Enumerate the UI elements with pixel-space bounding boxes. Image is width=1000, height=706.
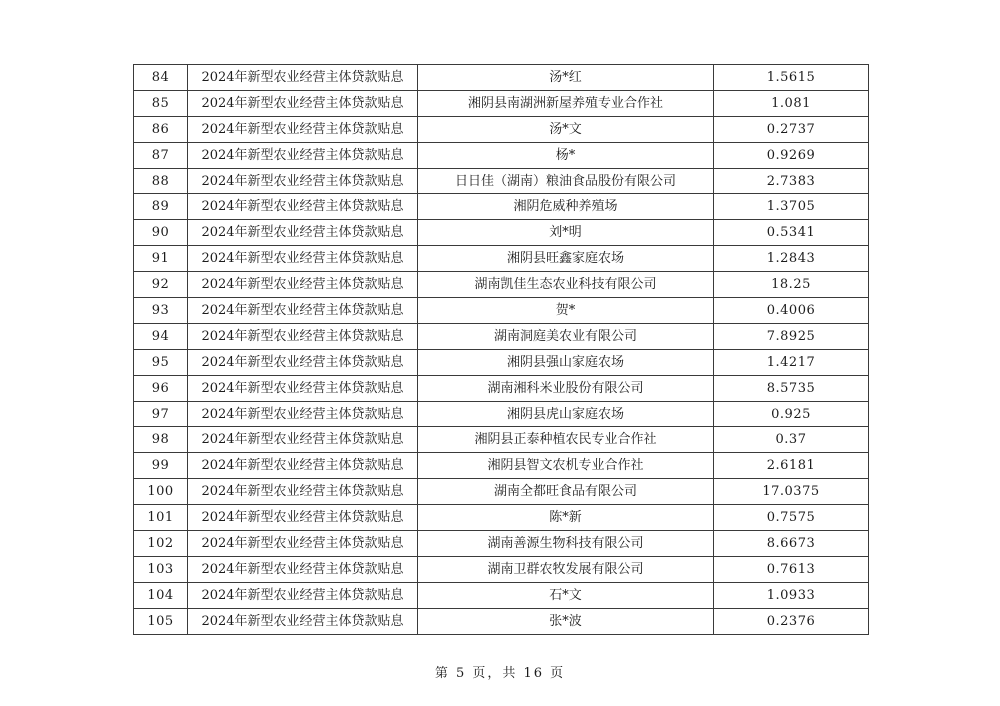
cell-project: 2024年新型农业经营主体贷款贴息 [188,323,418,349]
cell-no: 87 [134,142,188,168]
cell-no: 103 [134,556,188,582]
cell-amount: 1.2843 [714,246,869,272]
cell-name: 湖南卫群农牧发展有限公司 [418,556,714,582]
cell-name: 湘阴县强山家庭农场 [418,349,714,375]
cell-name: 湘阴县正泰种植农民专业合作社 [418,427,714,453]
cell-project: 2024年新型农业经营主体贷款贴息 [188,582,418,608]
cell-project: 2024年新型农业经营主体贷款贴息 [188,90,418,116]
cell-name: 湘阴县南湖洲新屋养殖专业合作社 [418,90,714,116]
cell-amount: 8.6673 [714,531,869,557]
table-row [134,272,869,298]
cell-project: 2024年新型农业经营主体贷款贴息 [188,246,418,272]
cell-no: 105 [134,608,188,634]
cell-name: 杨* [418,142,714,168]
cell-name: 日日佳（湖南）粮油食品股份有限公司 [418,168,714,194]
cell-project: 2024年新型农业经营主体贷款贴息 [188,505,418,531]
cell-no: 99 [134,453,188,479]
cell-amount: 1.4217 [714,349,869,375]
cell-project: 2024年新型农业经营主体贷款贴息 [188,427,418,453]
table-row [134,323,869,349]
table-row [134,65,869,91]
cell-no: 104 [134,582,188,608]
cell-no: 96 [134,375,188,401]
cell-no: 101 [134,505,188,531]
cell-no: 92 [134,272,188,298]
table-row [134,246,869,272]
table-row [134,116,869,142]
table-row [134,349,869,375]
cell-amount: 0.4006 [714,298,869,324]
cell-amount: 2.6181 [714,453,869,479]
cell-project: 2024年新型农业经营主体贷款贴息 [188,349,418,375]
cell-amount: 1.081 [714,90,869,116]
cell-no: 85 [134,90,188,116]
cell-name: 汤*文 [418,116,714,142]
cell-name: 陈*新 [418,505,714,531]
cell-amount: 8.5735 [714,375,869,401]
cell-project: 2024年新型农业经营主体贷款贴息 [188,168,418,194]
cell-project: 2024年新型农业经营主体贷款贴息 [188,401,418,427]
table-row [134,168,869,194]
cell-name: 湘阴危威种养殖场 [418,194,714,220]
table-row [134,608,869,634]
cell-name: 张*波 [418,608,714,634]
cell-project: 2024年新型农业经营主体贷款贴息 [188,272,418,298]
cell-no: 90 [134,220,188,246]
table-row [134,479,869,505]
cell-amount: 0.7575 [714,505,869,531]
cell-name: 湖南凯佳生态农业科技有限公司 [418,272,714,298]
cell-no: 93 [134,298,188,324]
cell-amount: 2.7383 [714,168,869,194]
cell-project: 2024年新型农业经营主体贷款贴息 [188,531,418,557]
cell-name: 贺* [418,298,714,324]
cell-no: 86 [134,116,188,142]
cell-amount: 0.7613 [714,556,869,582]
table-row [134,453,869,479]
cell-amount: 0.2376 [714,608,869,634]
cell-amount: 18.25 [714,272,869,298]
cell-project: 2024年新型农业经营主体贷款贴息 [188,220,418,246]
table-row [134,375,869,401]
table-row [134,427,869,453]
cell-no: 98 [134,427,188,453]
cell-project: 2024年新型农业经营主体贷款贴息 [188,608,418,634]
cell-project: 2024年新型农业经营主体贷款贴息 [188,116,418,142]
cell-amount: 0.5341 [714,220,869,246]
cell-amount: 1.5615 [714,65,869,91]
cell-name: 汤*红 [418,65,714,91]
cell-no: 102 [134,531,188,557]
table-row [134,582,869,608]
table-row [134,142,869,168]
cell-no: 89 [134,194,188,220]
cell-project: 2024年新型农业经营主体贷款贴息 [188,556,418,582]
cell-name: 湘阴县旺鑫家庭农场 [418,246,714,272]
cell-amount: 0.2737 [714,116,869,142]
cell-amount: 7.8925 [714,323,869,349]
table-row [134,90,869,116]
cell-amount: 1.0933 [714,582,869,608]
cell-name: 湖南洞庭美农业有限公司 [418,323,714,349]
cell-name: 湖南全都旺食品有限公司 [418,479,714,505]
table-row [134,401,869,427]
cell-amount: 0.37 [714,427,869,453]
cell-no: 84 [134,65,188,91]
table-row [134,220,869,246]
table-row [134,531,869,557]
cell-name: 湖南善源生物科技有限公司 [418,531,714,557]
cell-project: 2024年新型农业经营主体贷款贴息 [188,298,418,324]
cell-project: 2024年新型农业经营主体贷款贴息 [188,65,418,91]
cell-name: 湖南湘科米业股份有限公司 [418,375,714,401]
cell-amount: 17.0375 [714,479,869,505]
cell-project: 2024年新型农业经营主体贷款贴息 [188,142,418,168]
cell-no: 91 [134,246,188,272]
cell-project: 2024年新型农业经营主体贷款贴息 [188,453,418,479]
page-number-footer: 第 5 页，共 16 页 [434,666,566,681]
table-row [134,505,869,531]
subsidy-table-body [134,65,869,635]
table-row [134,298,869,324]
subsidy-table [133,64,869,635]
cell-no: 100 [134,479,188,505]
cell-amount: 0.925 [714,401,869,427]
cell-name: 刘*明 [418,220,714,246]
cell-no: 94 [134,323,188,349]
cell-name: 湘阴县虎山家庭农场 [418,401,714,427]
cell-name: 石*文 [418,582,714,608]
cell-amount: 0.9269 [714,142,869,168]
cell-project: 2024年新型农业经营主体贷款贴息 [188,194,418,220]
table-row [134,556,869,582]
cell-no: 88 [134,168,188,194]
cell-no: 95 [134,349,188,375]
cell-no: 97 [134,401,188,427]
cell-name: 湘阴县智文农机专业合作社 [418,453,714,479]
cell-project: 2024年新型农业经营主体贷款贴息 [188,479,418,505]
table-row [134,194,869,220]
cell-amount: 1.3705 [714,194,869,220]
cell-project: 2024年新型农业经营主体贷款贴息 [188,375,418,401]
